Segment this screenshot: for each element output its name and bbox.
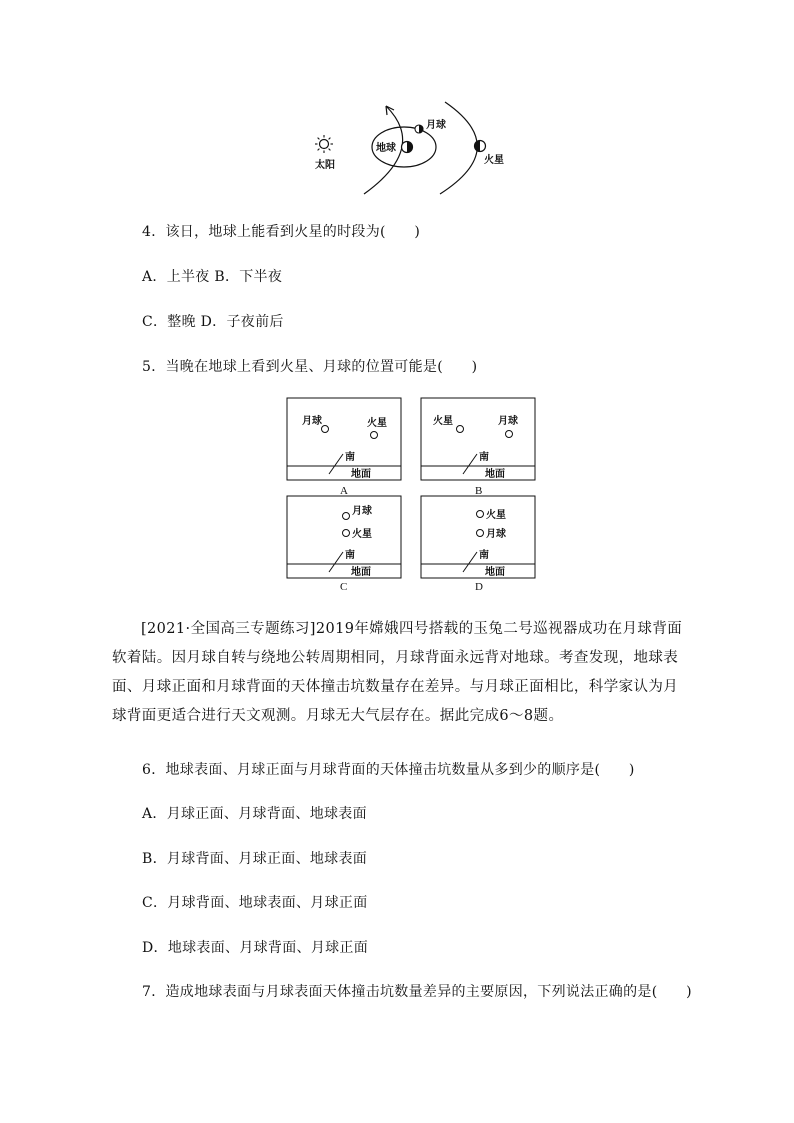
earth-icon <box>402 142 413 153</box>
panel-b-caption: B <box>475 485 483 497</box>
panel-c-moon-label: 月球 <box>352 506 372 517</box>
panel-c-caption: C <box>340 581 348 590</box>
panel-b-mars-label: 火星 <box>433 416 453 427</box>
panel-b-moon-label: 月球 <box>498 416 518 427</box>
q4-options-ab: A．上半夜 B．下半夜 <box>142 269 283 285</box>
panel-a-moon-label: 月球 <box>302 416 322 427</box>
panel-a-south-label: 南 <box>345 452 355 463</box>
panel-a-ground-label: 地面 <box>351 469 371 480</box>
moon-icon <box>415 125 423 133</box>
panel-d-mars-label: 火星 <box>486 510 506 521</box>
sky-position-panels <box>285 396 537 590</box>
sun-icon <box>315 135 333 153</box>
panel-c-mars-label: 火星 <box>352 529 372 540</box>
q6-option-d: D．地球表面、月球背面、月球正面 <box>142 940 369 956</box>
passage-text: [2021·全国高三专题练习]2019年嫦娥四号搭载的玉兔二号巡视器成功在月球背面软着陆。因月球自转与绕地公转周期相同，月球背面永远背对地球。考查发现，地球表面、月球正面和月球背面的天体撞击坑数量存在差异。与月球正面相比，科学家认为月球背面更适合进行天文观测。月球无大气层存在。据此完成6～8题。 <box>112 621 683 724</box>
panel-d-moon-label: 月球 <box>486 529 506 540</box>
panel-a-caption: A <box>340 485 348 497</box>
panel-d <box>421 496 535 590</box>
moon-label: 月球 <box>426 120 446 131</box>
panel-b-south-label: 南 <box>479 452 489 463</box>
earth-label: 地球 <box>376 143 396 154</box>
mars-icon <box>475 141 486 152</box>
q6-option-b: B．月球背面、月球正面、地球表面 <box>142 851 368 867</box>
panel-c <box>287 496 401 590</box>
mars-orbit-arc <box>440 102 477 194</box>
panel-d-caption: D <box>475 581 483 590</box>
q4-options-cd: C．整晚 D．子夜前后 <box>142 314 284 330</box>
panel-d-ground-label: 地面 <box>485 567 505 578</box>
panel-a-mars-label: 火星 <box>367 418 387 429</box>
q5-stem: 5．当晚在地球上看到火星、月球的位置可能是( ) <box>142 359 478 375</box>
sun-label: 太阳 <box>315 160 335 171</box>
panel-b <box>421 398 535 497</box>
panel-c-ground-label: 地面 <box>351 567 371 578</box>
panel-a <box>287 398 401 497</box>
q7-stem: 7．造成地球表面与月球表面天体撞击坑数量差异的主要原因，下列说法正确的是( ) <box>142 984 692 1000</box>
panel-d-south-label: 南 <box>479 550 489 561</box>
q6-stem: 6．地球表面、月球正面与月球背面的天体撞击坑数量从多到少的顺序是( ) <box>142 762 635 778</box>
mars-label: 火星 <box>484 155 504 166</box>
q4-stem: 4．该日，地球上能看到火星的时段为( ) <box>142 224 421 240</box>
q6-option-c: C．月球背面、地球表面、月球正面 <box>142 895 368 911</box>
panel-b-ground-label: 地面 <box>485 469 505 480</box>
panel-c-south-label: 南 <box>345 550 355 561</box>
orbit-diagram <box>300 98 520 198</box>
q6-option-a: A．月球正面、月球背面、地球表面 <box>142 806 367 822</box>
